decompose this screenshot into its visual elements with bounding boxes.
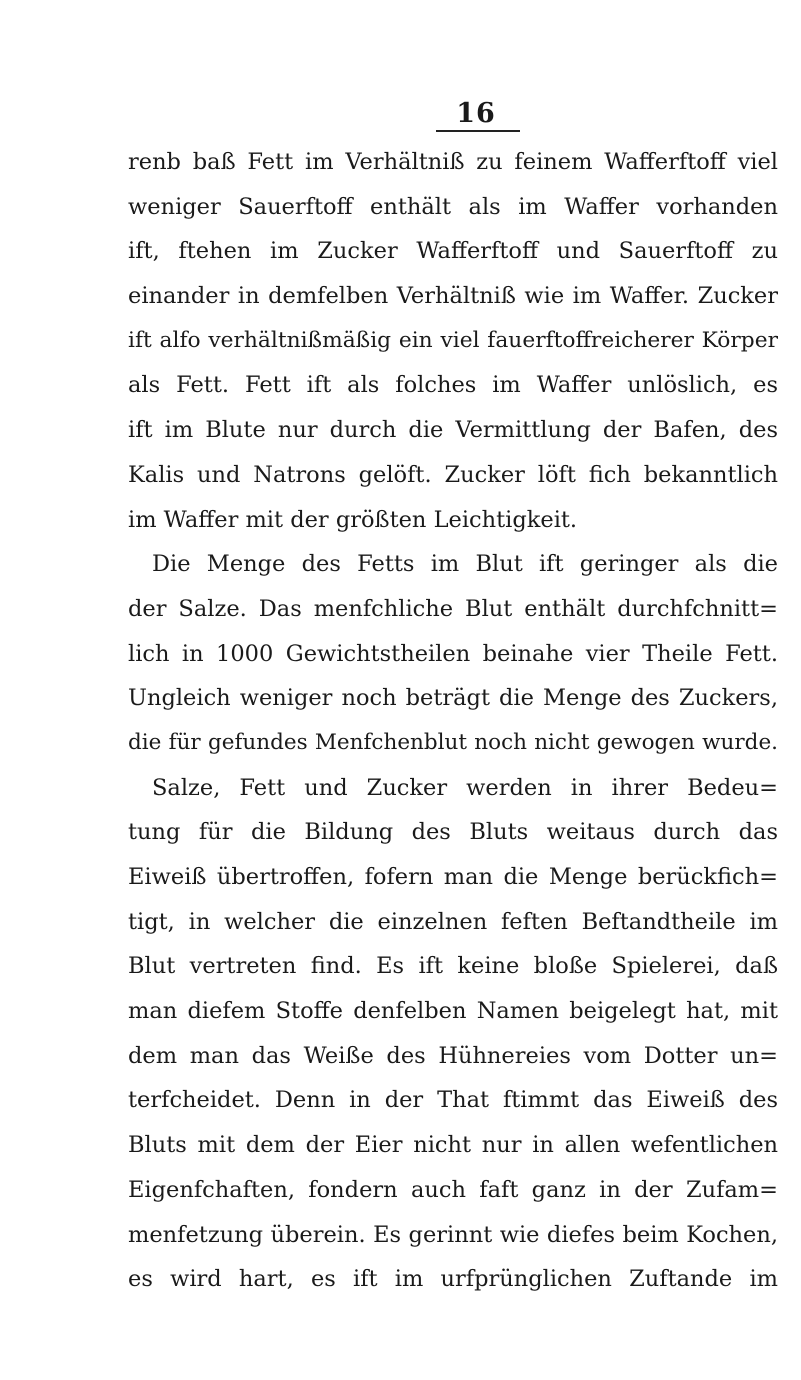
text-line: ift alfo verhältnißmäßig ein viel fauerftoffreicherer Körper xyxy=(128,327,778,353)
text-line: tigt, in welcher die einzelnen feften Beftandtheile im xyxy=(128,908,778,935)
text-line: Die Menge des Fetts im Blut ift geringer als die xyxy=(152,551,778,578)
text-line: dem man das Weiße des Hühnereies vom Dotter un= xyxy=(128,1042,778,1069)
text-line: Eiweiß übertroffen, fofern man die Menge berückfich= xyxy=(128,864,778,890)
text-line: die für gefundes Menfchenblut noch nicht gewogen wurde. xyxy=(128,729,778,755)
text-line: Ungleich weniger noch beträgt die Menge des Zuckers, xyxy=(128,685,778,712)
text-line: Bluts mit dem der Eier nicht nur in allen wefentlichen xyxy=(128,1132,778,1159)
text-line: als Fett. Fett ift als folches im Waffer unlöslich, es xyxy=(128,372,778,399)
text-line: tung für die Bildung des Bluts weitaus durch das xyxy=(128,819,778,846)
body-text xyxy=(128,140,778,1302)
text-line: ift, ftehen im Zucker Wafferftoff und Sauerftoff zu xyxy=(128,238,778,265)
text-line: renb baß Fett im Verhältniß zu feinem Wafferftoff viel xyxy=(128,149,778,175)
text-line: der Salze. Das menfchliche Blut enthält durchfchnitt= xyxy=(128,595,778,622)
text-line: man diefem Stoffe denfelben Namen beigelegt hat, mit xyxy=(128,998,778,1025)
text-line: Salze, Fett und Zucker werden in ihrer Bedeu= xyxy=(152,774,778,801)
text-line: einander in demfelben Verhältniß wie im Waffer. Zucker xyxy=(128,283,778,310)
text-line: lich in 1000 Gewichtstheilen beinahe vier Theile Fett. xyxy=(128,640,778,667)
header-rule xyxy=(436,130,520,132)
text-line: ift im Blute nur durch die Vermittlung der Bafen, des xyxy=(128,417,778,444)
text-line: Kalis und Natrons gelöft. Zucker löft fich bekanntlich xyxy=(128,461,778,488)
text-line: Blut vertreten find. Es ift keine bloße Spielerei, daß xyxy=(128,953,778,980)
text-line: weniger Sauerftoff enthält als im Waffer vorhanden xyxy=(128,193,778,220)
text-line: Eigenfchaften, fondern auch faft ganz in der Zufam= xyxy=(128,1176,778,1203)
text-line: terfcheidet. Denn in der That ftimmt das Eiweiß des xyxy=(128,1087,778,1114)
text-line: menfetzung überein. Es gerinnt wie diefes beim Kochen, xyxy=(128,1221,778,1248)
text-line: es wird hart, es ift im urfprünglichen Zuftande im xyxy=(128,1266,778,1293)
text-line: im Waffer mit der größten Leichtigkeit. xyxy=(128,506,578,533)
page-number: 16 xyxy=(456,98,496,129)
